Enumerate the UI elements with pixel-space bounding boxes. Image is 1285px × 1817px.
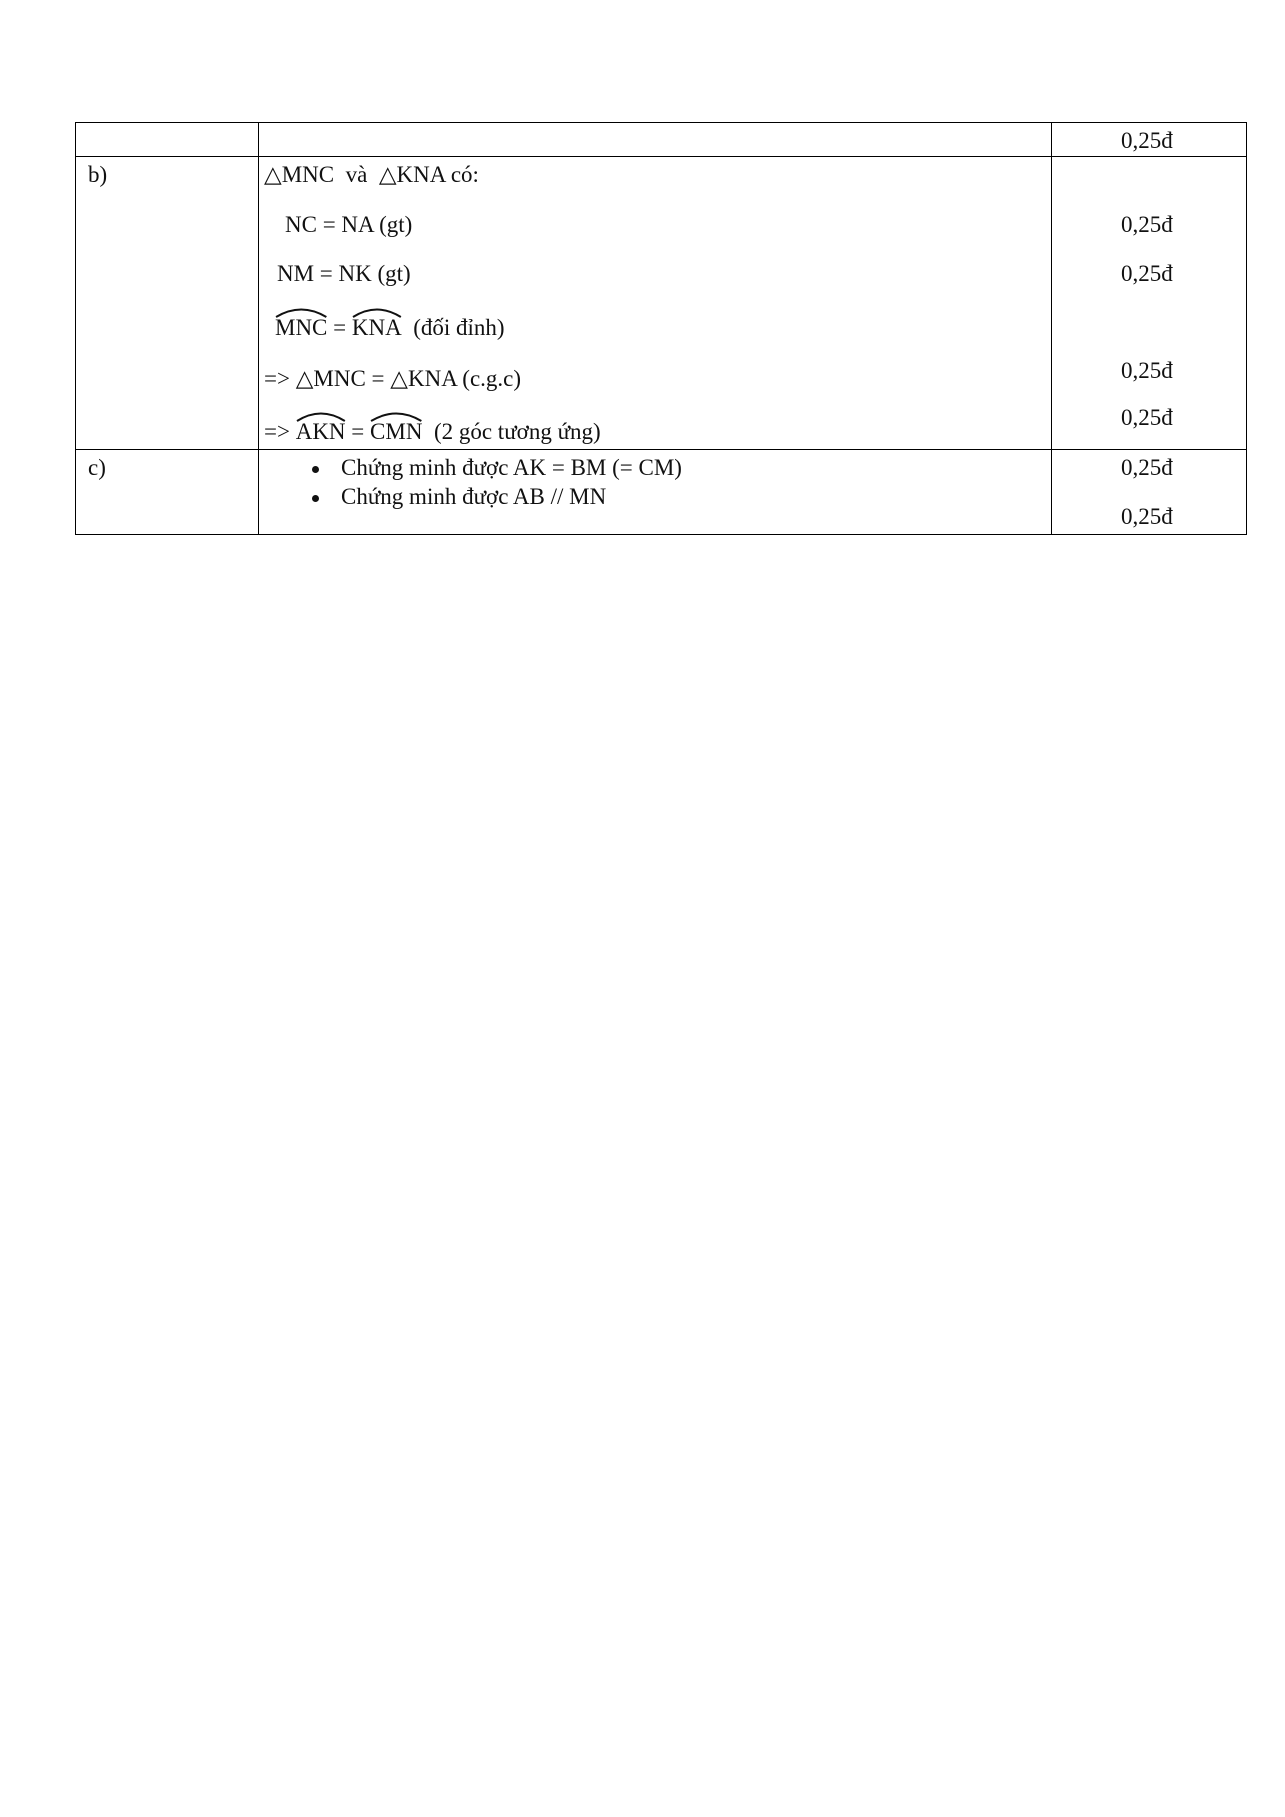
part-cell	[76, 450, 259, 534]
angle-arc: KNA	[352, 315, 402, 341]
bullet-icon	[312, 495, 319, 502]
line-3: NM = NK (gt)	[277, 261, 411, 286]
triangle-icon: △	[264, 162, 282, 187]
table-row	[76, 123, 1246, 156]
triangle-icon: △	[378, 162, 397, 187]
content-cell	[259, 450, 1052, 534]
triangle-icon: △	[390, 366, 408, 391]
content-cell	[259, 157, 1052, 449]
arc-icon	[275, 306, 327, 318]
answer-table	[75, 122, 1247, 535]
score: 0,25đ	[1121, 128, 1173, 153]
score: 0,25đ	[1121, 212, 1173, 237]
arc-icon	[352, 306, 402, 318]
part-cell	[76, 123, 259, 156]
arc-icon	[296, 410, 346, 422]
table-row	[76, 449, 1246, 534]
triangle-icon: △	[295, 366, 314, 391]
content-cell	[259, 123, 1052, 156]
angle-arc: MNC	[275, 315, 327, 341]
line-1: △MNC và △KNA có:	[264, 162, 479, 187]
angle-arc: CMN	[370, 419, 422, 445]
part-cell	[76, 157, 259, 449]
score: 0,25đ	[1121, 405, 1173, 430]
line-5: => △MNC = △KNA (c.g.c)	[264, 366, 522, 391]
score: 0,25đ	[1121, 261, 1173, 286]
score-cell	[1052, 123, 1246, 156]
score: 0,25đ	[1121, 455, 1173, 480]
angle-arc: AKN	[296, 419, 346, 445]
score-cell	[1052, 450, 1246, 534]
table-row	[76, 156, 1246, 449]
score: 0,25đ	[1121, 504, 1173, 529]
part-label: b)	[88, 162, 108, 187]
bullet-item: Chứng minh được AK = BM (= CM)	[312, 455, 682, 481]
score: 0,25đ	[1121, 358, 1173, 383]
part-label: c)	[88, 455, 106, 480]
bullet-icon	[312, 466, 319, 473]
score-cell	[1052, 157, 1246, 449]
line-6: => AKN = CMN (2 góc tương ứng)	[264, 419, 601, 445]
arc-icon	[370, 410, 422, 422]
line-2: NC = NA (gt)	[285, 212, 413, 237]
line-4: MNC = KNA (đối đỉnh)	[275, 315, 505, 341]
bullet-item: Chứng minh được AB // MN	[312, 484, 606, 510]
